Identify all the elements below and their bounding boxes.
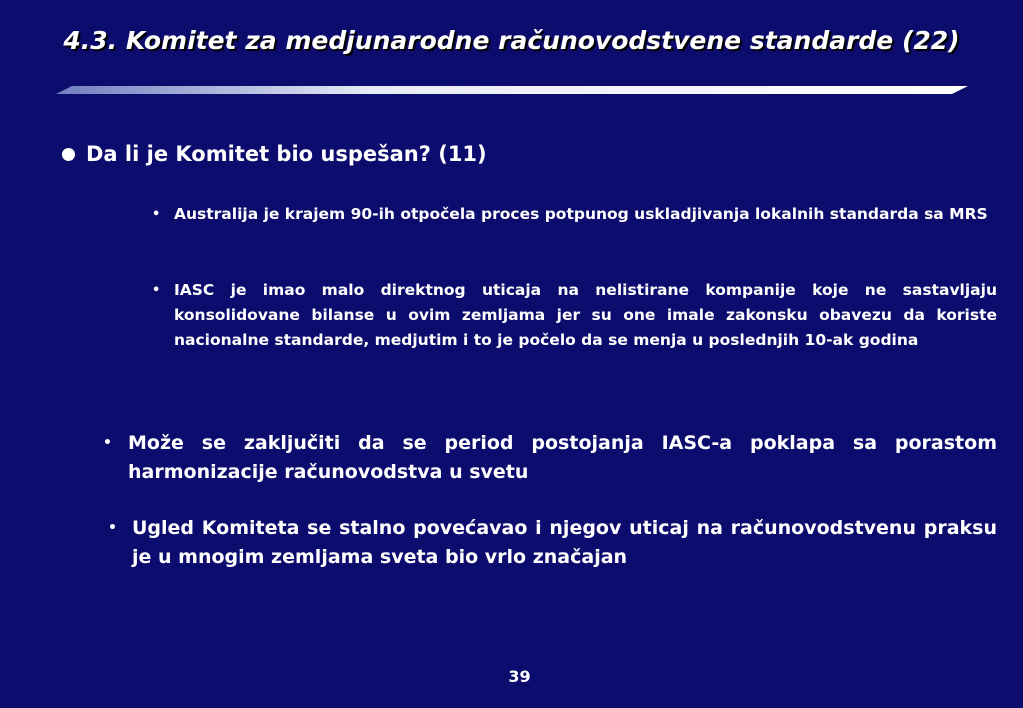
bullet-icon: • (152, 283, 161, 298)
main-bullet-text: Ugled Komiteta se stalno povećavao i njegov uticaj na računovodstvenu praksu je u mnogim zemljama sveta bio vrlo značajan (132, 517, 997, 568)
heading-bullet (62, 142, 487, 166)
sub-bullet (152, 202, 997, 227)
page-number: 39 (508, 667, 531, 686)
title-divider (56, 86, 968, 94)
main-bullet-text: Može se zaključiti da se period postojanja IASC-a poklapa sa porastom harmonizacije računovodstva u svetu (128, 432, 997, 483)
sub-bullet-text: IASC je imao malo direktnog uticaja na nelistirane kompanije koje ne sastavljaju konsolidovane bilanse u ovim zemljama jer su one imale zakonsku obavezu da koriste nacionalne standarde, medjutim i to je počelo da se menja u poslednjih 10-ak godina (174, 281, 997, 349)
main-bullet (103, 429, 997, 487)
bullet-dot-icon (62, 148, 75, 161)
sub-bullet-text: Australija je krajem 90-ih otpočela proces potpunog uskladjivanja lokalnih standarda sa MRS (174, 205, 988, 223)
heading-text: Da li je Komitet bio uspešan? (11) (86, 142, 487, 166)
bullet-icon: • (108, 520, 117, 536)
slide-title: 4.3. Komitet za medjunarodne računovodstvene standarde (22) (63, 26, 960, 55)
bullet-icon: • (152, 207, 161, 222)
main-bullet (108, 514, 997, 572)
sub-bullet (152, 278, 997, 353)
bullet-icon: • (103, 435, 112, 451)
